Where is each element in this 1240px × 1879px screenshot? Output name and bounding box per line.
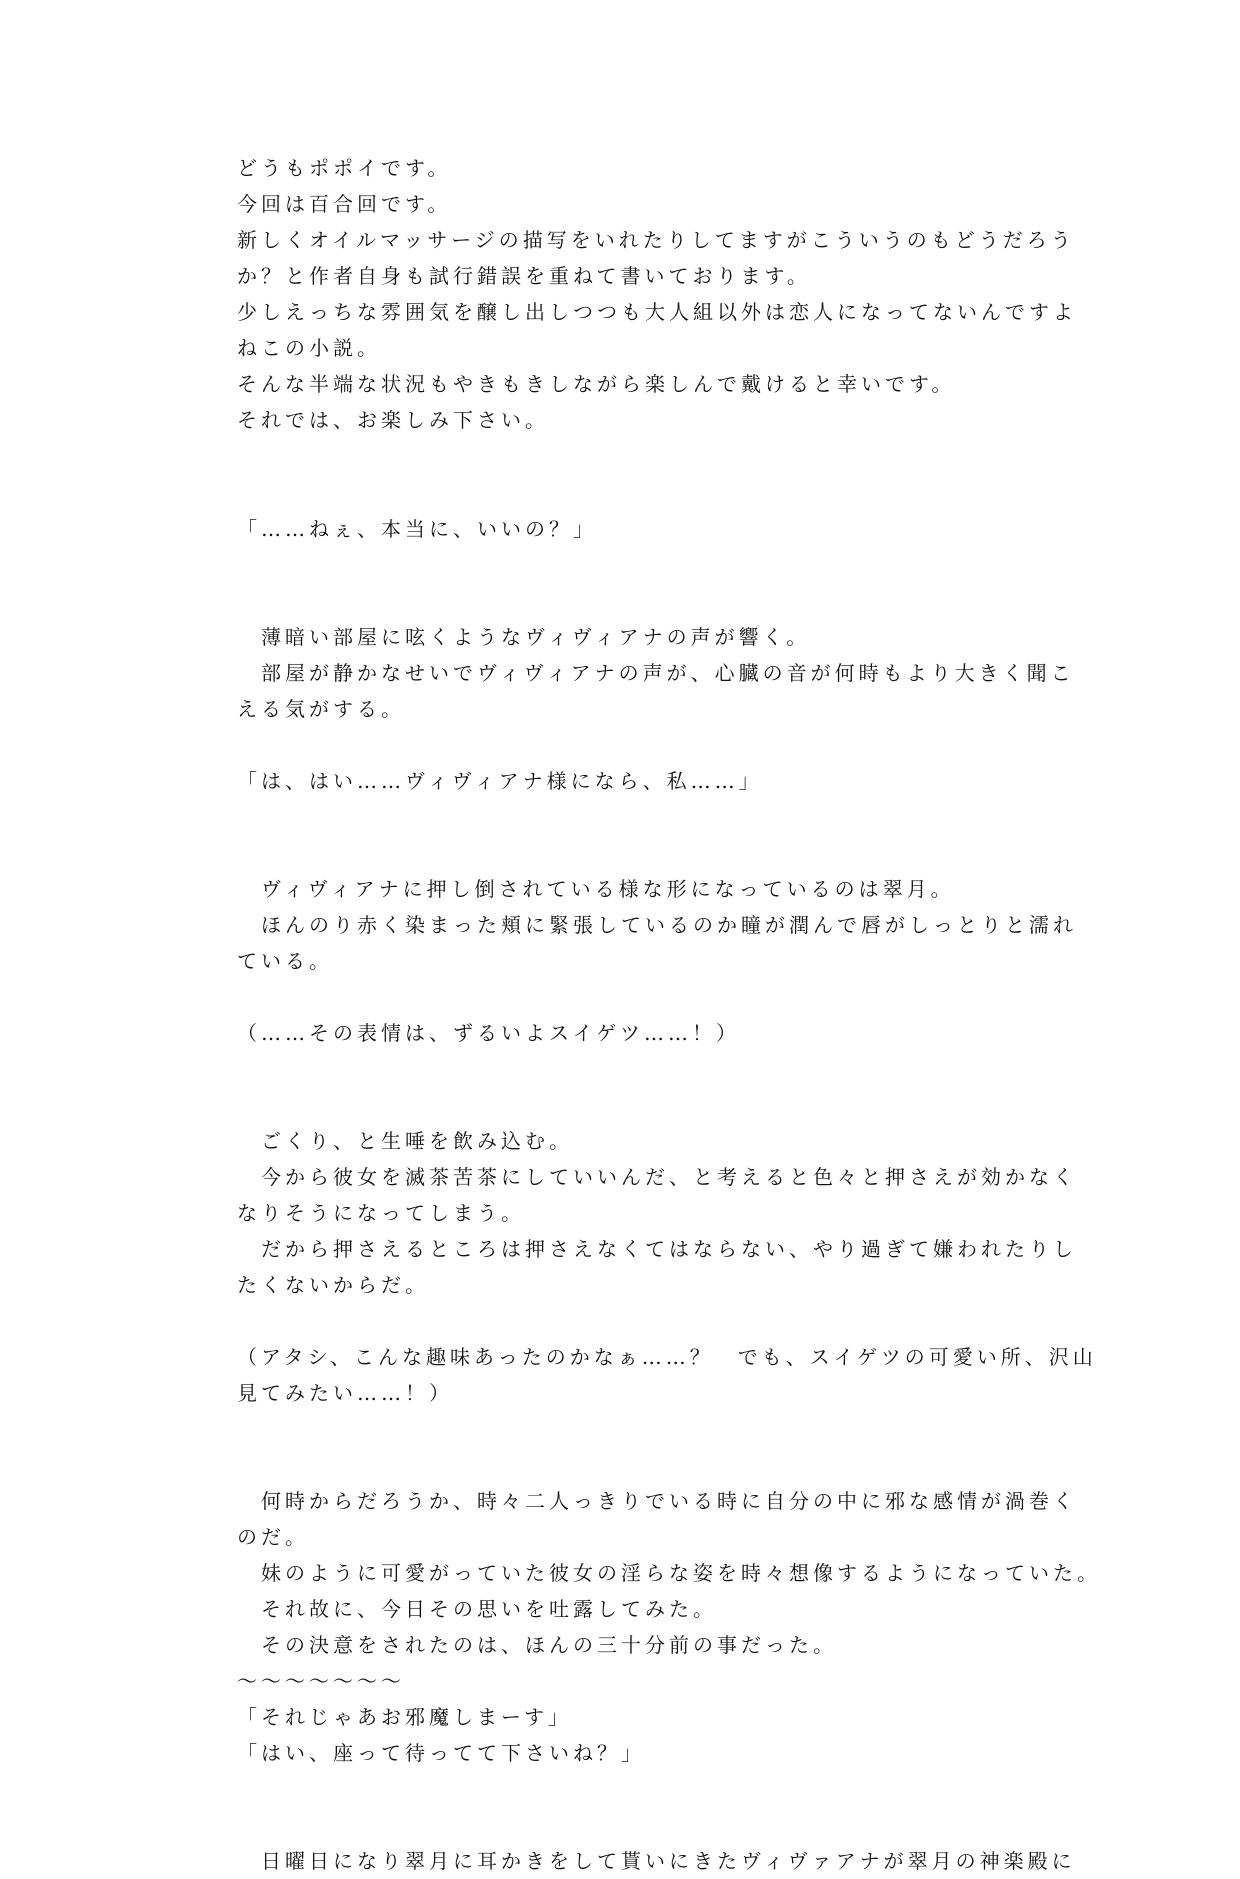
story-line: 薄暗い部屋に呟くようなヴィヴィアナの声が響く。	[237, 625, 811, 649]
story-line	[237, 1771, 1017, 1807]
story-line: える気がする。	[237, 697, 405, 721]
preface-line: ねこの小説。	[237, 336, 381, 360]
preface-line: そんな半端な状況もやきもきしながら楽しんで戴けると幸いです。	[237, 372, 956, 396]
story-line: （アタシ、こんな趣味あったのかなぁ……？ でも、スイゲツの可愛い所、沢山	[237, 1345, 1097, 1369]
story-line: 〜〜〜〜〜〜〜	[237, 1669, 405, 1693]
story-line: だから押さえるところは押さえなくてはならない、やり過ぎて嫌われたりし	[237, 1237, 1077, 1261]
story-line: その決意をされたのは、ほんの三十分前の事だった。	[237, 1633, 837, 1657]
story-line: のだ。	[237, 1525, 309, 1549]
story-line: ている。	[237, 949, 333, 973]
preface-line: 少しえっちな雰囲気を醸し出しつつも大人組以外は恋人になってないんですよ	[237, 300, 1077, 324]
story-line	[237, 835, 1017, 871]
preface-line: 新しくオイルマッサージの描写をいれたりしてますがこういうのもどうだろう	[237, 228, 1075, 252]
story-line: ごくり、と生唾を飲み込む。	[237, 1129, 573, 1153]
story-line	[237, 547, 1017, 583]
preface-line: 今回は百合回です。	[237, 192, 452, 216]
story-line: 妹のように可愛がっていた彼女の淫らな姿を時々想像するようになっていた。	[237, 1561, 1101, 1585]
story-line: 「……ねぇ、本当に、いいの？」	[237, 517, 597, 541]
story-line	[237, 1087, 1017, 1123]
story-line	[237, 1051, 1017, 1087]
story-line: なりそうになってしまう。	[237, 1201, 525, 1225]
story-text	[237, 511, 1101, 1879]
story-line	[237, 1807, 1017, 1843]
author-preface	[237, 150, 1077, 438]
story-line	[237, 979, 1017, 1015]
story-line: 「はい、座って待ってて下さいね？」	[237, 1741, 645, 1765]
story-line: 今から彼女を滅茶苦茶にしていいんだ、と考えると色々と押さえが効かなく	[237, 1165, 1077, 1189]
story-line	[237, 583, 1017, 619]
story-line: 何時からだろうか、時々二人っきりでいる時に自分の中に邪な感情が渦巻く	[237, 1489, 1077, 1513]
story-line: ヴィヴィアナに押し倒されている様な形になっているのは翠月。	[237, 877, 955, 901]
story-line	[237, 727, 1017, 763]
story-line	[237, 799, 1017, 835]
story-line: （……その表情は、ずるいよスイゲツ……！）	[237, 1021, 740, 1045]
preface-line: それでは、お楽しみ下さい。	[237, 408, 549, 432]
story-line	[237, 1303, 1017, 1339]
story-line: 「それじゃあお邪魔しまーす」	[237, 1705, 572, 1729]
story-line: たくないからだ。	[237, 1273, 429, 1297]
story-line: 日曜日になり翠月に耳かきをして貰いにきたヴィヴァアナが翠月の神楽殿に	[237, 1849, 1076, 1873]
story-line: 部屋が静かなせいでヴィヴィアナの声が、心臓の音が何時もより大きく聞こ	[237, 661, 1075, 685]
preface-line: か？と作者自身も試行錯誤を重ねて書いております。	[237, 264, 811, 288]
preface-line: どうもポポイです。	[237, 156, 452, 180]
story-line: それ故に、今日その思いを吐露してみた。	[237, 1597, 717, 1621]
story-line: ほんのり赤く染まった頬に緊張しているのか瞳が潤んで唇がしっとりと濡れ	[237, 913, 1077, 937]
story-line	[237, 1447, 1017, 1483]
story-line: 「は、はい……ヴィヴィアナ様になら、私……」	[237, 769, 763, 793]
story-line: 見てみたい……！）	[237, 1381, 453, 1405]
story-line	[237, 1411, 1017, 1447]
